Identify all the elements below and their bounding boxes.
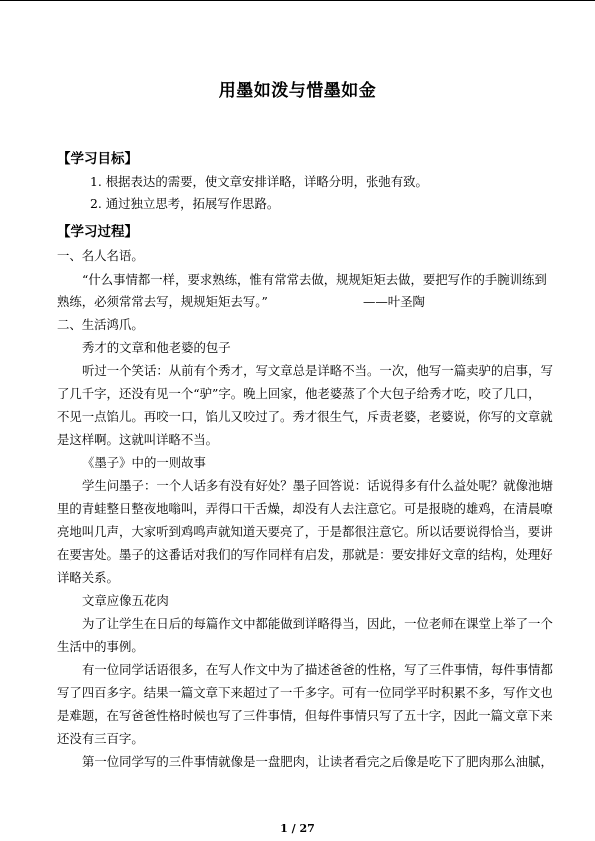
top-rule [0,0,595,1]
paragraph-line: 在要害处。墨子的这番话对我们的写作同样有启发，那就是：要安排好文章的结构，处理好 [57,547,553,562]
quote-author: ——叶圣陶 [363,294,425,309]
goals-heading: 【学习目标】 [57,151,138,167]
paragraph-line: 里的青蛙整日整夜地嗡叫，弄得口干舌燥，却没有人去注意它。可是报晓的雄鸡，在清晨嘹 [57,501,553,516]
paragraph-line: 不见一点馅儿。再咬一口，馅儿又咬过了。秀才很生气，斥责老婆，老婆说，你写的文章就 [57,409,553,424]
paragraph-line: 生活中的事例。 [57,639,144,654]
paragraph-line: 还没有三百字。 [57,731,144,746]
paragraph-line: 为了让学生在日后的每篇作文中都能做到详略得当，因此，一位老师在课堂上举了一个 [82,616,553,631]
story-title: 文章应像五花肉 [82,593,169,608]
goal-item: 2. 通过独立思考，拓展写作思路。 [90,196,280,211]
paragraph-line: 详略关系。 [57,570,119,585]
paragraph-line: 有一位同学话语很多，在写人作文中为了描述爸爸的性格，写了三件事情，每件事情都 [82,662,553,677]
paragraph-line: 学生问墨子：一个人话多有没有好处？墨子回答说：话说得多有什么益处呢？就像池塘 [82,478,553,493]
paragraph-line: 是这样啊。这就叫详略不当。 [57,432,219,447]
quote-line: “什么事情都一样，要求熟练，惟有常常去做，规规矩矩去做，要把写作的手腕训练到 [82,272,547,287]
paragraph-line: 第一位同学写的三件事情就像是一盘肥肉，让读者看完之后像是吃下了肥肉那么油腻， [82,754,553,769]
goal-item: 1. 根据表达的需要，使文章安排详略，详略分明，张弛有致。 [90,174,428,189]
quote-line: 熟练，必须常常去写，规规矩矩去写。” [57,294,268,309]
story-title: 秀才的文章和他老婆的包子 [82,340,231,355]
story-title: 《墨子》中的一则故事 [82,455,206,470]
process-heading: 【学习过程】 [57,224,138,240]
section-title: 一、名人名语。 [57,248,144,263]
page-number: 1 / 27 [280,822,315,835]
paragraph-line: 听过一个笑话：从前有个秀才，写文章总是详略不当。一次，他写一篇卖驴的启事，写 [82,363,553,378]
page-title: 用墨如泼与惜墨如金 [218,81,377,101]
paragraph-line: 亮地叫几声，大家听到鸡鸣声就知道天要亮了，于是都很注意它。所以话要说得恰当，要讲 [57,524,553,539]
paragraph-line: 了几千字，还没有见一个“驴”字。晚上回家，他老婆蒸了个大包子给秀才吃，咬了几口， [57,386,541,401]
section-title: 二、生活鸿爪。 [57,317,144,332]
paragraph-line: 是难题，在写爸爸性格时候也写了三件事情，但每件事情只写了五十字，因此一篇文章下来 [57,708,553,723]
paragraph-line: 写了四百多字。结果一篇文章下来超过了一千多字。可有一位同学平时积累不多，写作文也 [57,685,553,700]
